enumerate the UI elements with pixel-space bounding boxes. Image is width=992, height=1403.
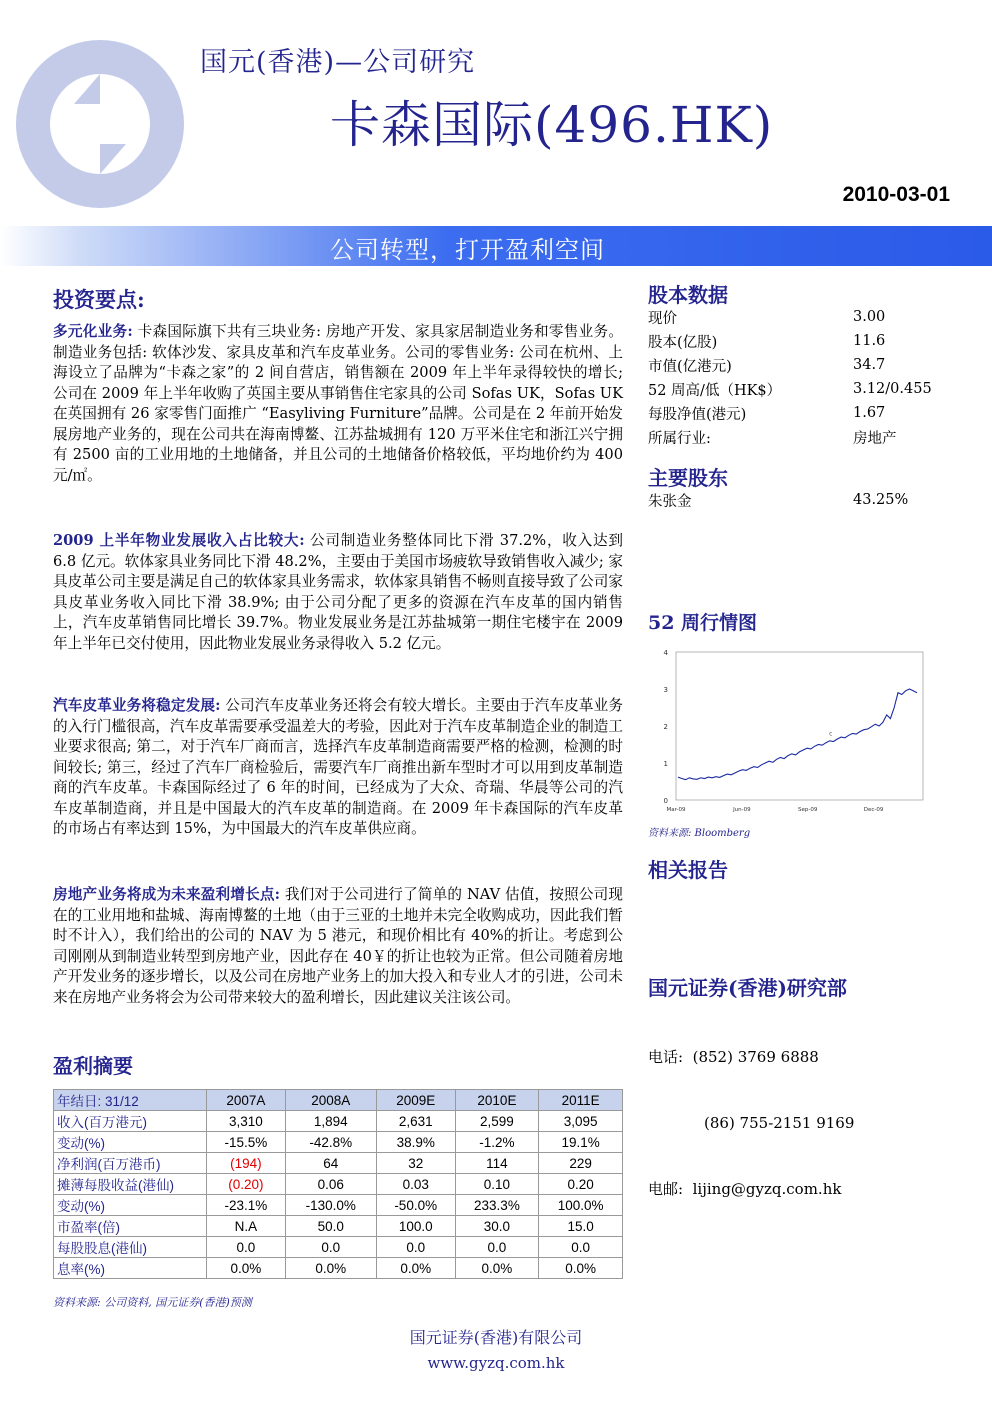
table-cell: -15.5% xyxy=(207,1132,286,1153)
table-header-row xyxy=(54,1090,623,1111)
phone-row xyxy=(648,1046,948,1068)
dept-heading: 国元证券(香港)研究部 xyxy=(648,976,847,1000)
para-text: 公司汽车皮革业务还将会有较大增长。主要由于汽车皮革业务的入行门槛很高，汽车皮革需要承受温差大的考验，因此对于汽车皮革制造企业的制造工业要求很高; 第二，对于汽车厂商而言，选择汽车皮革制造商需要严格的检测，检测的时间较长; 第三，经过了汽车厂商检验后，需要汽车厂商推出新车型时才可以用到皮革制造商的汽车皮革。卡森国际经过了 6 年的时间，已经成为了大众、奇瑞、华晨等公司的汽车皮革制造商，并且是中国最大的汽车皮革的制造商。在 2009 年卡森国际的汽车皮革的市场占有率达到 15%，为中国最大的汽车皮革供应商。 xyxy=(53,697,623,837)
para-real-estate xyxy=(53,885,623,1008)
para-text: 公司制造业务整体同比下滑 37.2%，收入达到 6.8 亿元。软体家具业务同比下滑 48.2%，主要由于美国市场疲软导致销售收入减少; 家具皮革公司主要是满足自己的软体家具业务需求，软体家具销售不畅则直接导致了公司家具皮革业务收入同比下滑 38.9%; 由于公司分配了更多的资源在汽车皮革的国内销售上，汽车皮革销售同比增长 39.7%。物业发展业务是江苏盐城第一期住宅楼宇在 2009 年上半年已交付使用，因此物业发展业务录得收入 5.2 亿元。 xyxy=(53,532,624,652)
table-cell: 2008A xyxy=(285,1090,376,1111)
holder-heading: 主要股东 xyxy=(648,466,728,490)
table-row xyxy=(54,1153,623,1174)
holder-name: 朱张金 xyxy=(648,493,692,510)
table-cell: 3,095 xyxy=(539,1111,623,1132)
stock-row-price xyxy=(648,305,948,329)
stock-label: 52 周高/低（HK$） xyxy=(648,382,782,399)
table-row xyxy=(54,1216,623,1237)
y-tick-label: 0 xyxy=(663,797,668,805)
table-cell: 摊薄每股收益(港仙) xyxy=(54,1174,207,1195)
table-cell: 2,631 xyxy=(376,1111,455,1132)
table-cell: 2009E xyxy=(376,1090,455,1111)
table-source: 资料来源: 公司资料, 国元证券(香港)预测 xyxy=(53,1296,252,1309)
table-row xyxy=(54,1132,623,1153)
phone-1: (852) 3769 6888 xyxy=(692,1048,819,1066)
stock-heading: 股本数据 xyxy=(648,283,728,307)
table-cell: 100.0 xyxy=(376,1216,455,1237)
stock-row-52w xyxy=(648,377,948,401)
table-cell: 市盈率(倍) xyxy=(54,1216,207,1237)
table-cell: 年结日: 31/12 xyxy=(54,1090,207,1111)
table-cell: 0.06 xyxy=(285,1174,376,1195)
table-cell: 233.3% xyxy=(455,1195,539,1216)
para-text: 卡森国际旗下共有三块业务: 房地产开发、家具家居制造业务和零售业务。制造业务包括: 软体沙发、家具皮革和汽车皮革业务。公司的零售业务: 公司在杭州、上海设立了品牌为“卡森之家”的 2 间自营店，销售额在 2009 年上半年录得较快的增长; 公司在 2009 年上半年收购了英国主要从事销售住宅家具的公司 Sofas UK，Sofas UK 在英国拥有 26 家零售门面推广 “Easyliving Furniture”品牌。公司是在 2 年前开始发展房地产业务的，现在公司共在海南博鳌、江苏盐城拥有 120 万平米住宅和浙江兴宁拥有 2500 亩的工业用地的土地储备，并且公司的土地储备价格较低，平均地价约为 400 元/㎡。 xyxy=(53,323,623,484)
table-cell: 50.0 xyxy=(285,1216,376,1237)
table-cell: 0.0% xyxy=(376,1258,455,1279)
table-cell: 2,599 xyxy=(455,1111,539,1132)
holder-share: 43.25% xyxy=(853,492,909,508)
para-title: 汽车皮革业务将稳定发展: xyxy=(53,697,221,714)
table-cell: 3,310 xyxy=(207,1111,286,1132)
report-date: 2010-03-01 xyxy=(842,183,950,206)
footer-url[interactable]: www.gyzq.com.hk xyxy=(427,1354,565,1372)
para-auto-leather xyxy=(53,696,623,840)
table-cell: 229 xyxy=(539,1153,623,1174)
table-cell: 0.0% xyxy=(539,1258,623,1279)
summary-heading: 盈利摘要 xyxy=(53,1054,133,1078)
related-heading: 相关报告 xyxy=(648,858,728,882)
table-cell: 0.0 xyxy=(207,1237,286,1258)
table-cell: 0.0% xyxy=(285,1258,376,1279)
table-row xyxy=(54,1195,623,1216)
table-row xyxy=(54,1174,623,1195)
chart-heading: 52 周行情图 xyxy=(648,612,758,634)
email-link[interactable]: lijing@gyzq.com.hk xyxy=(692,1180,842,1198)
phone-row-2 xyxy=(648,1112,948,1134)
para-title: 2009 上半年物业发展收入占比较大: xyxy=(53,532,305,549)
para-diversified xyxy=(53,322,623,486)
table-cell: N.A xyxy=(207,1216,286,1237)
table-cell: -1.2% xyxy=(455,1132,539,1153)
table-cell: 0.0% xyxy=(207,1258,286,1279)
table-row xyxy=(54,1237,623,1258)
invest-heading: 投资要点: xyxy=(53,287,145,312)
chart-source: 资料来源: Bloomberg xyxy=(648,828,751,839)
stock-label: 所属行业: xyxy=(648,430,711,447)
table-cell: -23.1% xyxy=(207,1195,286,1216)
earnings-table xyxy=(53,1089,623,1279)
table-cell: 每股股息(港仙) xyxy=(54,1237,207,1258)
phone-label: 电话: xyxy=(648,1048,684,1066)
table-cell: 0.0 xyxy=(455,1237,539,1258)
stock-label: 股本(亿股) xyxy=(648,334,718,351)
holder-row xyxy=(648,488,948,512)
table-cell: 收入(百万港元) xyxy=(54,1111,207,1132)
table-cell: 2007A xyxy=(207,1090,286,1111)
y-tick-label: 3 xyxy=(663,686,668,694)
x-tick-label: Jun-09 xyxy=(733,807,751,813)
x-tick-label: Mar-09 xyxy=(666,807,686,813)
chart-annotation: c xyxy=(829,730,833,738)
table-cell: 64 xyxy=(285,1153,376,1174)
stock-row-shares xyxy=(648,329,948,353)
table-cell: 0.10 xyxy=(455,1174,539,1195)
table-cell: 1,894 xyxy=(285,1111,376,1132)
stock-value: 房地产 xyxy=(853,430,897,447)
table-cell: 38.9% xyxy=(376,1132,455,1153)
x-tick-label: Sep-09 xyxy=(798,807,818,813)
brand-title: 国元(香港)—公司研究 xyxy=(200,47,476,78)
table-cell: -130.0% xyxy=(285,1195,376,1216)
footer-company: 国元证券(香港)有限公司 xyxy=(409,1328,583,1347)
email-row xyxy=(648,1178,948,1200)
para-property-revenue xyxy=(53,531,623,654)
para-title: 房地产业务将成为未来盈利增长点: xyxy=(53,886,281,903)
table-cell: 30.0 xyxy=(455,1216,539,1237)
table-cell: 0.0 xyxy=(376,1237,455,1258)
stock-row-mktcap xyxy=(648,353,948,377)
y-tick-label: 1 xyxy=(663,760,668,768)
table-cell: 0.0 xyxy=(539,1237,623,1258)
para-text: 我们对于公司进行了简单的 NAV 估值，按照公司现在的工业用地和盐城、海南博鳌的土地（由于三亚的土地并未完全收购成功，因此我们暂时不计入），我们给出的公司的 NAV 为 5 港元，和现价相比有 40%的折让。考虑到公司刚刚从到制造业转型到房地产业，因此存在 40￥的折让也较为正常。但公司随着房地产开发业务的逐步增长，以及公司在房地产业务上的加大投入和专业人才的引进，公司未来在房地产业务将会为公司带来较大的盈利增长，因此建议关注该公司。 xyxy=(53,886,623,1006)
stock-data-list xyxy=(648,305,948,449)
stock-row-industry xyxy=(648,425,948,449)
table-row xyxy=(54,1111,623,1132)
x-tick-label: Dec-09 xyxy=(863,807,884,813)
stock-label: 市值(亿港元) xyxy=(648,358,732,375)
table-row xyxy=(54,1258,623,1279)
table-cell: 19.1% xyxy=(539,1132,623,1153)
company-title: 卡森国际(496.HK) xyxy=(330,96,774,154)
stock-value: 11.6 xyxy=(853,333,886,349)
stock-label: 每股净值(港元) xyxy=(648,406,747,423)
table-cell: 0.0 xyxy=(285,1237,376,1258)
stock-value: 3.00 xyxy=(853,309,886,325)
table-cell: -50.0% xyxy=(376,1195,455,1216)
table-cell: 32 xyxy=(376,1153,455,1174)
stock-label: 现价 xyxy=(648,310,677,327)
table-cell: 息率(%) xyxy=(54,1258,207,1279)
table-cell: 变动(%) xyxy=(54,1195,207,1216)
price-chart xyxy=(648,640,948,820)
stock-value: 3.12/0.455 xyxy=(853,381,932,397)
stock-value: 34.7 xyxy=(853,357,886,373)
table-cell: 变动(%) xyxy=(54,1132,207,1153)
phone-2: (86) 755-2151 9169 xyxy=(704,1114,855,1132)
table-cell: (194) xyxy=(207,1153,286,1174)
company-logo xyxy=(14,38,186,210)
table-cell: 净利润(百万港币) xyxy=(54,1153,207,1174)
table-cell: 0.03 xyxy=(376,1174,455,1195)
y-tick-label: 4 xyxy=(663,649,668,657)
table-cell: 2011E xyxy=(539,1090,623,1111)
table-cell: 114 xyxy=(455,1153,539,1174)
table-cell: 0.0% xyxy=(455,1258,539,1279)
table-cell: 15.0 xyxy=(539,1216,623,1237)
headline-text: 公司转型，打开盈利空间 xyxy=(330,236,605,264)
contact-block xyxy=(648,1002,948,1222)
table-cell: 2010E xyxy=(455,1090,539,1111)
table-cell: (0.20) xyxy=(207,1174,286,1195)
table-cell: -42.8% xyxy=(285,1132,376,1153)
stock-row-nav xyxy=(648,401,948,425)
email-label: 电邮: xyxy=(648,1180,684,1198)
table-cell: 100.0% xyxy=(539,1195,623,1216)
table-cell: 0.20 xyxy=(539,1174,623,1195)
price-line xyxy=(678,689,917,780)
para-title: 多元化业务: xyxy=(53,323,133,340)
stock-value: 1.67 xyxy=(853,405,886,421)
headline-banner xyxy=(0,226,992,266)
y-tick-label: 2 xyxy=(663,723,668,731)
